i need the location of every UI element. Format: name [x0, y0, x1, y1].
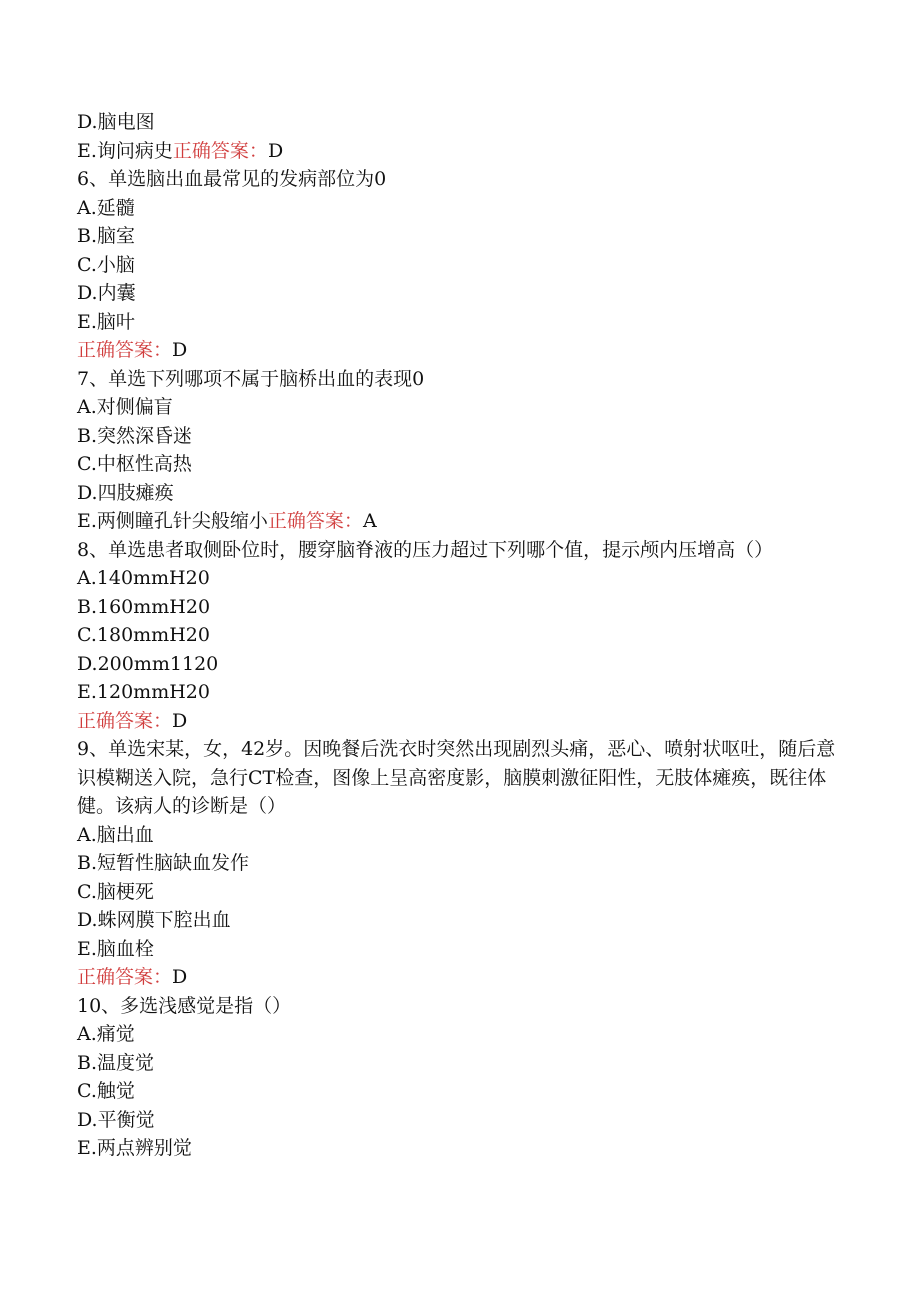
- text-line: [77, 222, 837, 251]
- text-line: [77, 707, 837, 736]
- text-line: [77, 992, 837, 1021]
- line-text: E.脑血栓: [77, 937, 154, 960]
- text-line: [77, 536, 837, 565]
- line-text: B.温度觉: [77, 1051, 155, 1074]
- line-text: 9、单选宋某，女，42岁。因晚餐后洗衣时突然出现剧烈头痛，恶心、喷射状呕吐，随后意识模糊送入院，急行CT检查，图像上呈高密度影，脑膜刺激征阳性，无肢体瘫痪，既往体健。该病人的诊断是（）: [77, 738, 836, 817]
- line-text: B.脑室: [77, 225, 136, 247]
- answer-value: D: [172, 339, 188, 361]
- answer-label: 正确答案：: [77, 709, 173, 732]
- line-text: C.脑梗死: [77, 880, 154, 903]
- line-text: E.两侧瞳孔针尖般缩小: [77, 510, 268, 532]
- answer-label: 正确答案：: [77, 966, 173, 988]
- text-line: [77, 735, 837, 821]
- line-text: B.160mmH20: [77, 595, 211, 618]
- line-text: A.脑出血: [77, 823, 154, 846]
- text-line: [77, 507, 837, 536]
- text-line: [77, 1077, 837, 1106]
- text-line: [77, 593, 837, 622]
- text-line: [77, 650, 837, 679]
- text-line: [77, 621, 837, 650]
- text-line: [77, 365, 837, 394]
- line-text: D.平衡觉: [77, 1108, 155, 1131]
- text-line: [77, 108, 837, 137]
- text-line: [77, 279, 837, 308]
- text-line: [77, 165, 837, 194]
- answer-label: 正确答案：: [172, 139, 268, 162]
- text-line: [77, 422, 837, 451]
- text-line: [77, 1020, 837, 1049]
- text-line: [77, 1106, 837, 1135]
- text-line: [77, 878, 837, 907]
- line-text: C.小脑: [77, 253, 135, 276]
- line-text: A.对侧偏盲: [77, 396, 173, 418]
- line-text: E.两点辨别觉: [77, 1137, 192, 1159]
- line-text: A.痛觉: [77, 1023, 135, 1045]
- line-text: E.脑叶: [77, 310, 135, 333]
- text-line: [77, 1049, 837, 1078]
- line-text: C.触觉: [77, 1080, 135, 1102]
- text-line: [77, 450, 837, 479]
- text-line: [77, 849, 837, 878]
- answer-value: A: [362, 510, 377, 532]
- document-body: [77, 108, 837, 1163]
- text-line: [77, 564, 837, 593]
- text-line: [77, 963, 837, 992]
- line-text: E.120mmH20: [77, 681, 210, 703]
- text-line: [77, 906, 837, 935]
- text-line: [77, 194, 837, 223]
- answer-value: D: [267, 139, 284, 162]
- line-text: D.内囊: [77, 282, 136, 304]
- line-text: D.蛛网膜下腔出血: [77, 909, 231, 931]
- line-text: D.四肢瘫痪: [77, 481, 174, 504]
- line-text: 10、多选浅感觉是指（）: [77, 994, 292, 1017]
- text-line: [77, 308, 837, 337]
- line-text: A.延髓: [77, 196, 135, 219]
- answer-label: 正确答案：: [267, 510, 363, 532]
- text-line: [77, 137, 837, 166]
- text-line: [77, 479, 837, 508]
- line-text: E.询问病史: [77, 139, 173, 162]
- text-line: [77, 678, 837, 707]
- text-line: [77, 393, 837, 422]
- line-text: 8、单选患者取侧卧位时，腰穿脑脊液的压力超过下列哪个值，提示颅内压增高（）: [77, 538, 774, 561]
- text-line: [77, 821, 837, 850]
- line-text: A.140mmH20: [77, 567, 210, 589]
- line-text: B.短暂性脑缺血发作: [77, 852, 250, 874]
- text-line: [77, 1134, 837, 1163]
- answer-value: D: [172, 966, 188, 988]
- line-text: 6、单选脑出血最常见的发病部位为0: [77, 168, 387, 190]
- line-text: D.脑电图: [77, 111, 155, 133]
- line-text: D.200mm1120: [77, 652, 219, 675]
- line-text: B.突然深昏迷: [77, 424, 193, 447]
- line-text: C.中枢性高热: [77, 453, 192, 475]
- line-text: 7、单选下列哪项不属于脑桥出血的表现0: [77, 367, 425, 390]
- text-line: [77, 251, 837, 280]
- line-text: C.180mmH20: [77, 624, 210, 646]
- text-line: [77, 336, 837, 365]
- answer-value: D: [172, 709, 188, 732]
- text-line: [77, 935, 837, 964]
- answer-label: 正确答案：: [77, 339, 173, 361]
